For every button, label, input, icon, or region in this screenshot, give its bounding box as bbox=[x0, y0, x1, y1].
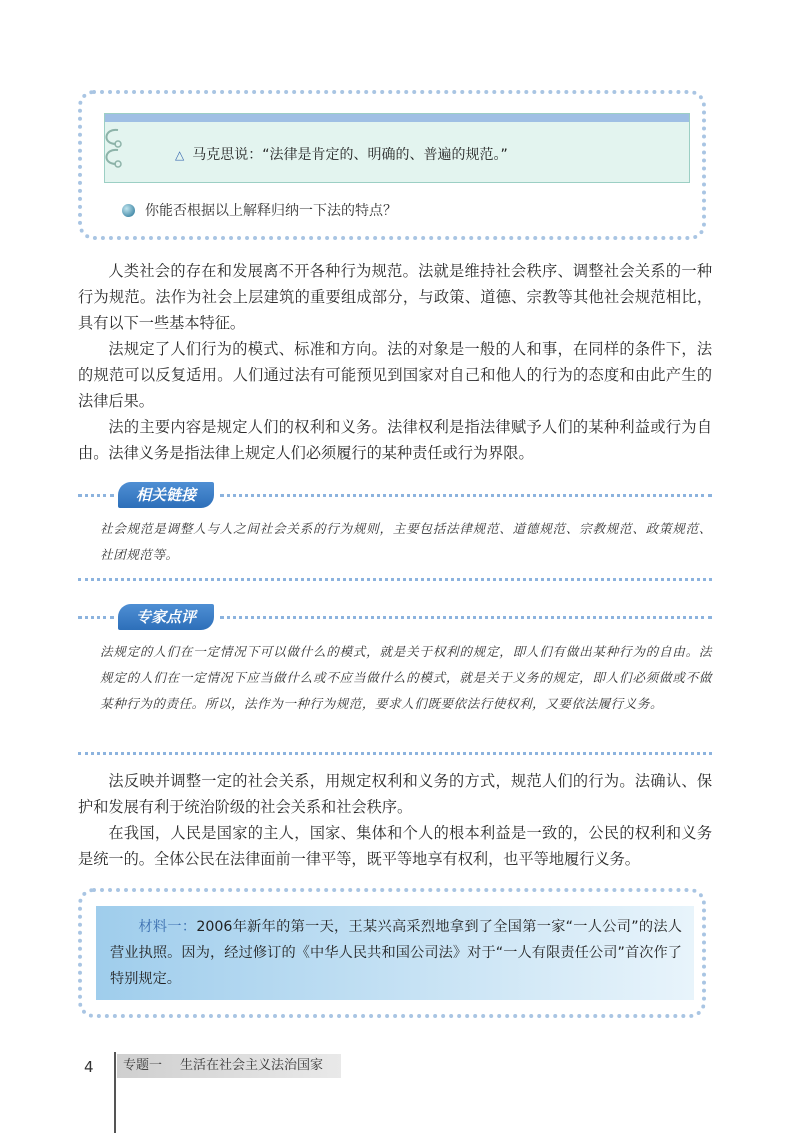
body-paragraph: 人类社会的存在和发展离不开各种行为规范。法就是维持社会秩序、调整社会关系的一种行为规范。法作为社会上层建筑的重要组成部分，与政策、道德、宗教等其他社会规范相比，具有以下一些基本特征。 bbox=[78, 262, 712, 332]
question-prompt bbox=[122, 200, 397, 220]
dotted-rule bbox=[220, 494, 712, 497]
expert-comment-header bbox=[78, 604, 712, 630]
expert-comment-text: 法规定的人们在一定情况下可以做什么的模式，就是关于权利的规定，即人们有做出某种行为的自由。法规定的人们在一定情况下应当做什么或不应当做什么的模式，就是关于义务的规定，即人们必须做或不做某种行为的责任。所以，法作为一种行为规范，要求人们既要依法行使权利，又要依法履行义务。 bbox=[100, 644, 712, 711]
topic-title: 生活在社会主义法治国家 bbox=[180, 1058, 324, 1073]
dotted-rule bbox=[78, 494, 114, 497]
expert-comment-title: 专家点评 bbox=[118, 604, 214, 630]
material-panel bbox=[96, 906, 694, 1000]
page-number: 4 bbox=[84, 1058, 94, 1076]
question-text: 你能否根据以上解释归纳一下法的特点？ bbox=[145, 203, 397, 219]
body-paragraph: 在我国，人民是国家的主人，国家、集体和个人的根本利益是一致的，公民的权利和义务是统一的。全体公民在法律面前一律平等，既平等地享有权利，也平等地履行义务。 bbox=[78, 824, 712, 868]
body-paragraph: 法规定了人们行为的模式、标准和方向。法的对象是一般的人和事，在同样的条件下，法的规范可以反复适用。人们通过法有可能预见到国家对自己和他人的行为的态度和由此产生的法律后果。 bbox=[78, 340, 712, 410]
binder-rings-icon bbox=[96, 124, 130, 172]
related-link-text: 社会规范是调整人与人之间社会关系的行为规则，主要包括法律规范、道德规范、宗教规范、政策规范、社团规范等。 bbox=[100, 521, 712, 562]
related-link-title: 相关链接 bbox=[118, 482, 214, 508]
bullet-ball-icon bbox=[122, 204, 135, 217]
triangle-icon: △ bbox=[175, 148, 185, 162]
quote-panel-topbar bbox=[105, 114, 689, 122]
material-text: 2006年新年的第一天，王某兴高采烈地拿到了全国第一家“一人公司”的法人营业执照。因为，经过修订的《中华人民共和国公司法》对于“一人有限责任公司”首次作了特别规定。 bbox=[110, 919, 682, 987]
quote-panel bbox=[104, 113, 690, 183]
footer-vertical-line bbox=[114, 1052, 116, 1133]
related-link-header bbox=[78, 482, 712, 508]
footer-band bbox=[117, 1054, 341, 1078]
body-paragraph: 法反映并调整一定的社会关系，用规定权利和义务的方式，规范人们的行为。法确认、保护和发展有利于统治阶级的社会关系和社会秩序。 bbox=[78, 772, 712, 816]
dotted-rule bbox=[78, 578, 712, 581]
topic-label: 专题一 bbox=[123, 1058, 163, 1073]
body-paragraph: 法的主要内容是规定人们的权利和义务。法律权利是指法律赋予人们的某种利益或行为自由。法律义务是指法律上规定人们必须履行的某种责任或行为界限。 bbox=[78, 418, 712, 462]
material-label: 材料一： bbox=[138, 919, 197, 935]
dotted-rule bbox=[78, 616, 114, 619]
marx-quote: 马克思说：“法律是肯定的、明确的、普遍的规范。” bbox=[192, 147, 508, 163]
dotted-rule bbox=[78, 752, 712, 755]
dotted-rule bbox=[220, 616, 712, 619]
quote-text bbox=[175, 144, 508, 164]
